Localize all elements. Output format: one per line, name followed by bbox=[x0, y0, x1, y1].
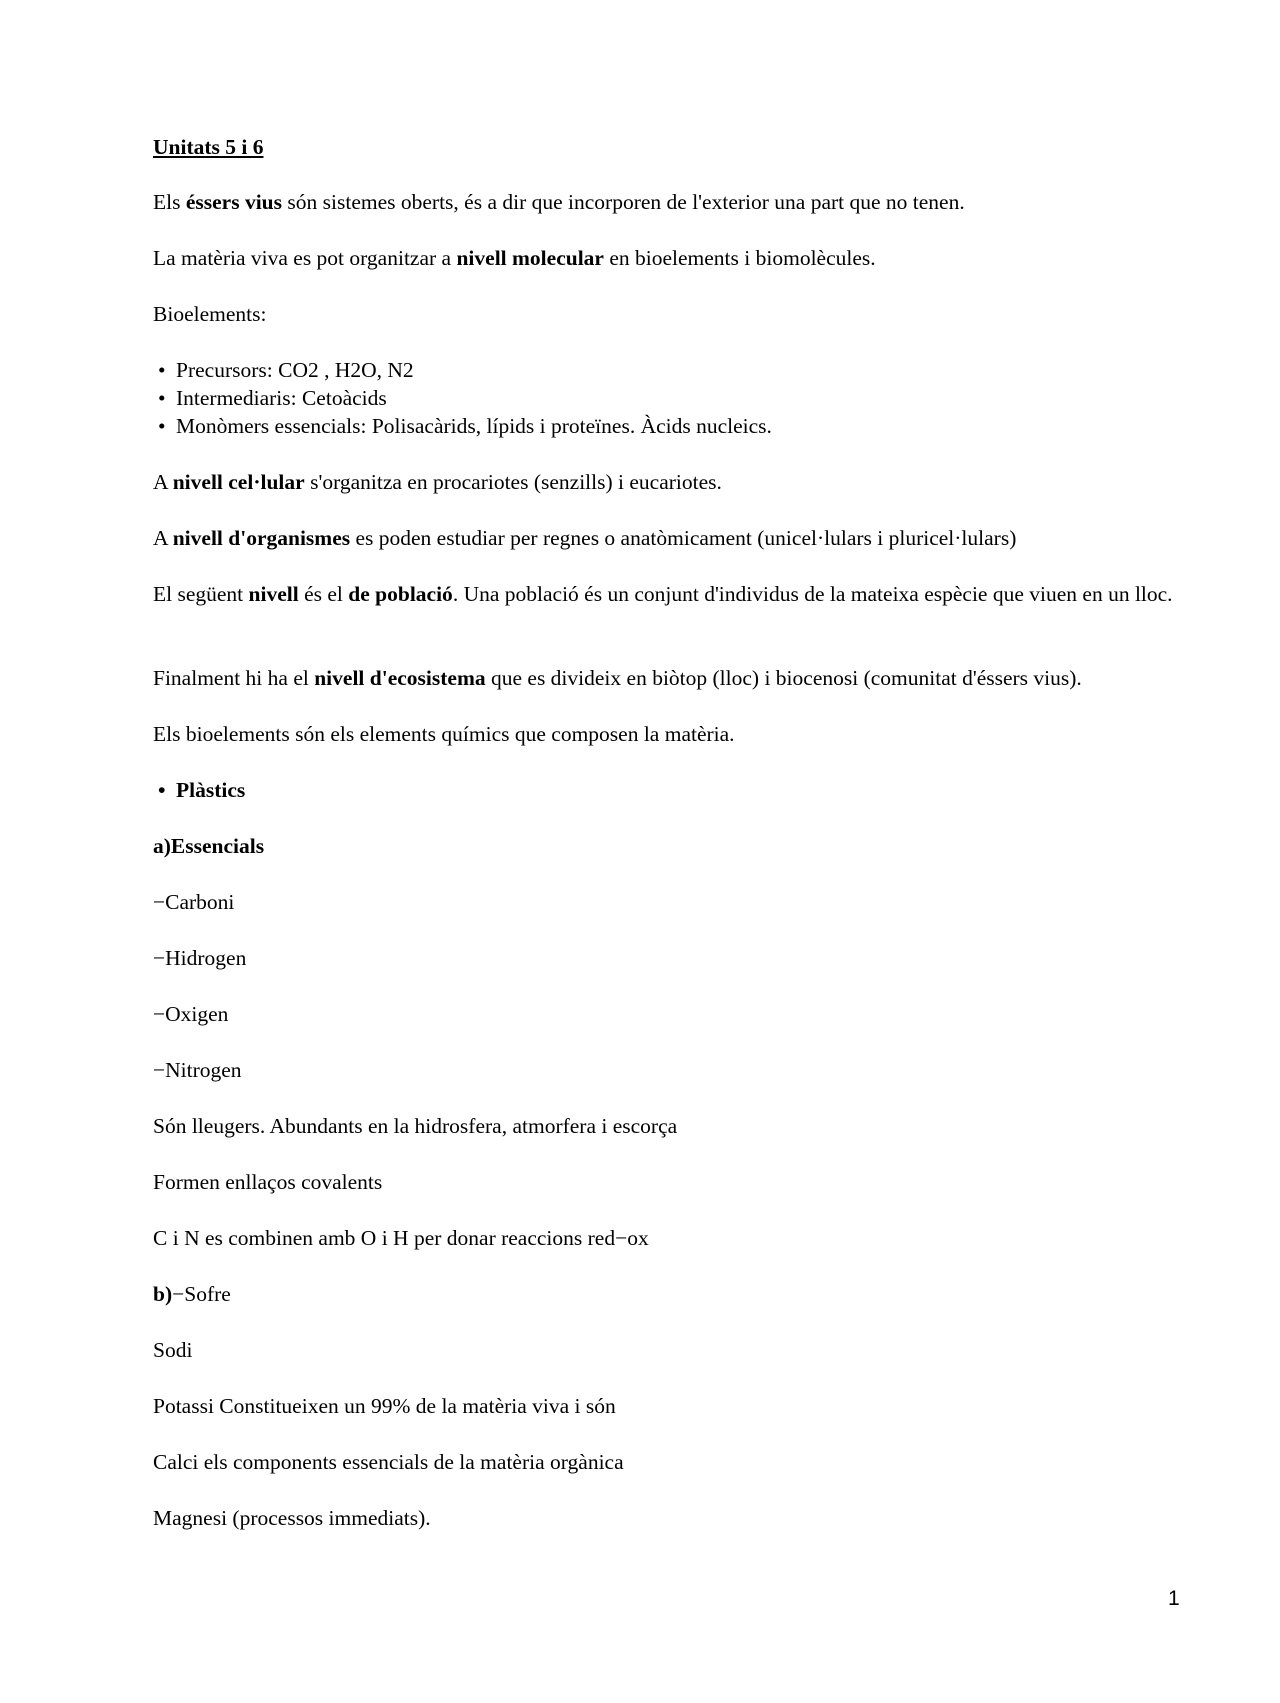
paragraph-bioelements-heading: Bioelements: bbox=[153, 302, 267, 326]
bold-term: éssers vius bbox=[185, 190, 283, 214]
paragraph-redox: C i N es combinen amb O i H per donar reaccions red−ox bbox=[153, 1226, 649, 1250]
list-item-text: Plàstics bbox=[176, 778, 246, 802]
paragraph-cellular-level bbox=[153, 468, 1193, 496]
text-run: La matèria viva es pot organitzar a bbox=[153, 246, 457, 270]
page-number: 1 bbox=[1168, 1587, 1180, 1610]
bold-term: de població bbox=[348, 582, 453, 606]
paragraph-population-level bbox=[153, 580, 1193, 608]
text-run: Finalment hi ha el bbox=[153, 666, 315, 690]
text-run: s'organitza en procariotes (senzills) i eucariotes. bbox=[304, 470, 722, 494]
paragraph-organism-level bbox=[153, 524, 1193, 552]
bold-term: nivell bbox=[248, 582, 299, 606]
list-item bbox=[158, 356, 414, 384]
paragraph-bonds: Formen enllaços covalents bbox=[153, 1170, 383, 1194]
text-run: A bbox=[153, 526, 173, 550]
document-title: Unitats 5 i 6 bbox=[153, 135, 264, 159]
section-a-heading: a)Essencials bbox=[153, 834, 265, 858]
paragraph-properties: Són lleugers. Abundants en la hidrosfera, atmorfera i escorça bbox=[153, 1114, 678, 1138]
bold-term: nivell cel·lular bbox=[172, 470, 305, 494]
bold-term: nivell molecular bbox=[456, 246, 604, 270]
bullet-icon: • bbox=[158, 414, 166, 438]
paragraph-molecular-level bbox=[153, 244, 1193, 272]
list-item-text: Precursors: CO2 , H2O, N2 bbox=[176, 358, 414, 382]
list-item-text: Intermediaris: Cetoàcids bbox=[176, 386, 387, 410]
bold-term: nivell d'organismes bbox=[172, 526, 351, 550]
text-run: en bioelements i biomolècules. bbox=[603, 246, 876, 270]
element-item: Magnesi (processos immediats). bbox=[153, 1506, 431, 1530]
bullet-icon: • bbox=[158, 358, 166, 382]
element-item: Sodi bbox=[153, 1338, 193, 1362]
bold-term: nivell d'ecosistema bbox=[314, 666, 486, 690]
text-run: es poden estudiar per regnes o anatòmicament (unicel·lulars i pluricel·lulars) bbox=[350, 526, 1017, 550]
section-b-heading bbox=[153, 1280, 1193, 1308]
list-item-text: Monòmers essencials: Polisacàrids, lípids i proteïnes. Àcids nucleics. bbox=[176, 414, 772, 438]
element-item: −Carboni bbox=[153, 890, 235, 914]
element-item: Calci els components essencials de la matèria orgànica bbox=[153, 1450, 624, 1474]
text-run: Els bbox=[153, 190, 186, 214]
list-item-plastics bbox=[158, 776, 245, 804]
text-run: que es divideix en biòtop (lloc) i biocenosi (comunitat d'éssers vius). bbox=[485, 666, 1082, 690]
paragraph-bioelements-definition: Els bioelements són els elements químics que composen la matèria. bbox=[153, 722, 735, 746]
element-item: −Oxigen bbox=[153, 1002, 229, 1026]
section-b-label: b) bbox=[153, 1282, 173, 1306]
element-item: −Hidrogen bbox=[153, 946, 247, 970]
element-item: Potassi Constitueixen un 99% de la matèria viva i són bbox=[153, 1394, 616, 1418]
text-run: és el bbox=[298, 582, 349, 606]
text-run: A bbox=[153, 470, 173, 494]
element-item: −Nitrogen bbox=[153, 1058, 242, 1082]
paragraph-ecosystem-level bbox=[153, 664, 1193, 692]
list-item bbox=[158, 384, 387, 412]
bullet-icon: • bbox=[158, 386, 166, 410]
text-run: són sistemes oberts, és a dir que incorporen de l'exterior una part que no tenen. bbox=[282, 190, 965, 214]
bullet-icon: • bbox=[158, 778, 166, 802]
text-run: −Sofre bbox=[172, 1282, 231, 1306]
list-item bbox=[158, 412, 772, 440]
text-run: El següent bbox=[153, 582, 249, 606]
text-run: . Una població és un conjunt d'individus de la mateixa espècie que viuen en un lloc. bbox=[452, 582, 1173, 606]
paragraph-living-beings bbox=[153, 188, 1193, 216]
